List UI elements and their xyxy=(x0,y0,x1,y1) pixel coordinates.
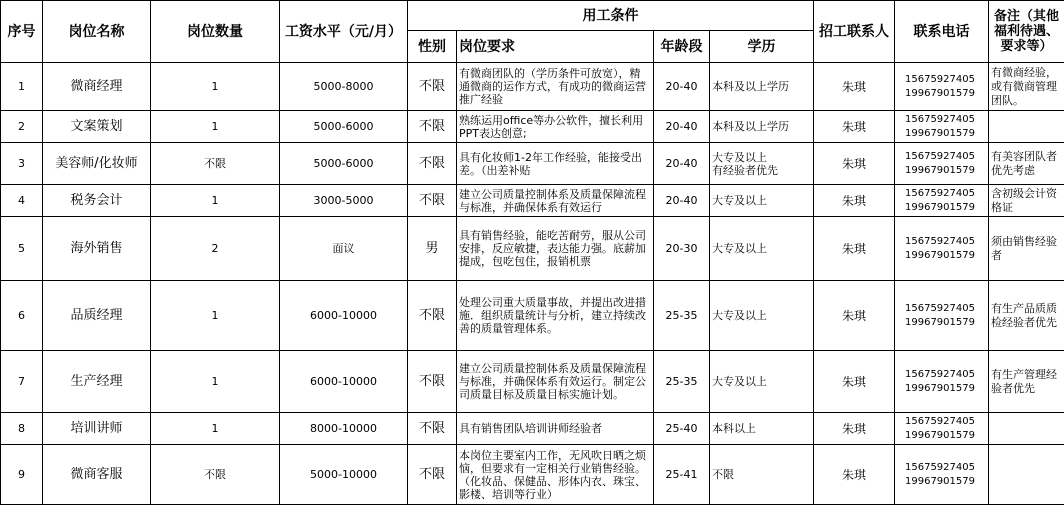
cell-phone xyxy=(895,111,989,143)
table-row xyxy=(1,445,1064,505)
cell-count: 不限 xyxy=(151,445,280,505)
cell-phone xyxy=(895,281,989,351)
cell-remarks xyxy=(989,445,1064,505)
cell-salary: 面议 xyxy=(280,217,408,281)
cell-requirements: 建立公司质量控制体系及质量保障流程与标准，并确保体系有效运行 xyxy=(457,185,654,217)
phone-secondary: 19967901579 xyxy=(905,249,975,261)
cell-count: 2 xyxy=(151,217,280,281)
phone-primary: 15675927405 xyxy=(905,415,975,427)
cell-gender: 男 xyxy=(408,217,457,281)
education-line: 不限 xyxy=(712,468,734,481)
cell-phone xyxy=(895,351,989,413)
table-row xyxy=(1,143,1064,185)
cell-position: 美容师/化妆师 xyxy=(43,143,151,185)
cell-requirements: 有微商团队的（学历条件可放宽），精通微商的运作方式，有成功的微商运营推广经验 xyxy=(457,63,654,111)
phone-primary: 15675927405 xyxy=(905,113,975,125)
education-line: 本科及以上学历 xyxy=(712,80,789,93)
cell-gender: 不限 xyxy=(408,413,457,445)
cell-requirements: 具有销售团队培训讲师经验者 xyxy=(457,413,654,445)
education-line: 有经验者优先 xyxy=(712,163,778,177)
header-conditions: 用工条件 xyxy=(408,1,814,31)
cell-salary: 8000-10000 xyxy=(280,413,408,445)
table-body xyxy=(1,63,1064,505)
cell-position: 海外销售 xyxy=(43,217,151,281)
header-phone: 联系电话 xyxy=(895,1,989,63)
phone-secondary: 19967901579 xyxy=(905,429,975,441)
cell-remarks: 有生产管理经验者优先 xyxy=(989,351,1064,413)
cell-education xyxy=(710,217,814,281)
cell-age: 25-41 xyxy=(654,445,710,505)
cell-seq: 2 xyxy=(1,111,43,143)
cell-position: 税务会计 xyxy=(43,185,151,217)
cell-count: 1 xyxy=(151,281,280,351)
cell-phone xyxy=(895,445,989,505)
cell-count: 不限 xyxy=(151,143,280,185)
cell-requirements: 熟练运用office等办公软件，擅长利用PPT表达创意; xyxy=(457,111,654,143)
cell-salary: 5000-10000 xyxy=(280,445,408,505)
cell-requirements: 具有销售经验，能吃苦耐劳，服从公司安排，反应敏捷，表达能力强。底薪加提成，包吃包住，报销机票 xyxy=(457,217,654,281)
cell-contact: 朱琪 xyxy=(814,351,895,413)
header-position: 岗位名称 xyxy=(43,1,151,63)
cell-remarks: 有微商经验，或有微商管理团队。 xyxy=(989,63,1064,111)
cell-remarks: 有美容团队者优先考虑 xyxy=(989,143,1064,185)
table-row xyxy=(1,351,1064,413)
cell-requirements: 建立公司质量控制体系及质量保障流程与标准，并确保体系有效运行。制定公司质量目标及质量目标实施计划。 xyxy=(457,351,654,413)
cell-age: 20-40 xyxy=(654,143,710,185)
cell-position: 微商客服 xyxy=(43,445,151,505)
cell-education xyxy=(710,185,814,217)
cell-education xyxy=(710,143,814,185)
phone-secondary: 19967901579 xyxy=(905,316,975,328)
cell-count: 1 xyxy=(151,185,280,217)
cell-education xyxy=(710,413,814,445)
cell-position: 文案策划 xyxy=(43,111,151,143)
phone-primary: 15675927405 xyxy=(905,73,975,85)
cell-gender: 不限 xyxy=(408,185,457,217)
cell-contact: 朱琪 xyxy=(814,63,895,111)
phone-primary: 15675927405 xyxy=(905,150,975,162)
cell-gender: 不限 xyxy=(408,63,457,111)
phone-secondary: 19967901579 xyxy=(905,475,975,487)
cell-age: 20-30 xyxy=(654,217,710,281)
cell-salary: 6000-10000 xyxy=(280,351,408,413)
cell-requirements: 具有化妆师1-2年工作经验，能接受出差。（出差补贴 xyxy=(457,143,654,185)
education-line: 大专及以上 xyxy=(712,194,767,207)
cell-age: 25-40 xyxy=(654,413,710,445)
table-row xyxy=(1,63,1064,111)
cell-position: 培训讲师 xyxy=(43,413,151,445)
education-line: 本科以上 xyxy=(712,422,756,435)
cell-age: 25-35 xyxy=(654,351,710,413)
cell-phone xyxy=(895,143,989,185)
cell-count: 1 xyxy=(151,111,280,143)
cell-age: 25-35 xyxy=(654,281,710,351)
cell-position: 品质经理 xyxy=(43,281,151,351)
header-gender: 性别 xyxy=(408,31,457,63)
cell-contact: 朱琪 xyxy=(814,143,895,185)
cell-position: 微商经理 xyxy=(43,63,151,111)
cell-age: 20-40 xyxy=(654,111,710,143)
table-row xyxy=(1,217,1064,281)
cell-salary: 3000-5000 xyxy=(280,185,408,217)
cell-gender: 不限 xyxy=(408,143,457,185)
cell-remarks xyxy=(989,413,1064,445)
table-row xyxy=(1,185,1064,217)
education-line: 大专及以上 xyxy=(712,242,767,255)
cell-phone xyxy=(895,413,989,445)
cell-remarks xyxy=(989,111,1064,143)
header-salary: 工资水平（元/月） xyxy=(280,1,408,63)
cell-gender: 不限 xyxy=(408,445,457,505)
cell-gender: 不限 xyxy=(408,111,457,143)
cell-seq: 6 xyxy=(1,281,43,351)
cell-remarks: 须由销售经验者 xyxy=(989,217,1064,281)
cell-contact: 朱琪 xyxy=(814,185,895,217)
cell-education xyxy=(710,445,814,505)
cell-age: 20-40 xyxy=(654,185,710,217)
cell-salary: 5000-6000 xyxy=(280,111,408,143)
table-row xyxy=(1,111,1064,143)
phone-primary: 15675927405 xyxy=(905,461,975,473)
education-line: 本科及以上学历 xyxy=(712,120,789,133)
header-education: 学历 xyxy=(710,31,814,63)
header-contact: 招工联系人 xyxy=(814,1,895,63)
cell-phone xyxy=(895,63,989,111)
table-row xyxy=(1,281,1064,351)
cell-remarks: 有生产品质质检经验者优先 xyxy=(989,281,1064,351)
cell-salary: 5000-8000 xyxy=(280,63,408,111)
cell-seq: 4 xyxy=(1,185,43,217)
table-row xyxy=(1,413,1064,445)
education-line: 大专及以上 xyxy=(712,150,767,164)
header-count: 岗位数量 xyxy=(151,1,280,63)
cell-phone xyxy=(895,185,989,217)
cell-seq: 8 xyxy=(1,413,43,445)
cell-salary: 6000-10000 xyxy=(280,281,408,351)
cell-position: 生产经理 xyxy=(43,351,151,413)
cell-remarks: 含初级会计资格证 xyxy=(989,185,1064,217)
cell-contact: 朱琪 xyxy=(814,217,895,281)
phone-secondary: 19967901579 xyxy=(905,382,975,394)
cell-seq: 3 xyxy=(1,143,43,185)
cell-requirements: 处理公司重大质量事故，并提出改进措施．组织质量统计与分析，建立持续改善的质量管理体系。 xyxy=(457,281,654,351)
cell-count: 1 xyxy=(151,351,280,413)
cell-gender: 不限 xyxy=(408,281,457,351)
cell-seq: 7 xyxy=(1,351,43,413)
phone-primary: 15675927405 xyxy=(905,302,975,314)
cell-contact: 朱琪 xyxy=(814,413,895,445)
cell-education xyxy=(710,281,814,351)
phone-primary: 15675927405 xyxy=(905,235,975,247)
phone-primary: 15675927405 xyxy=(905,187,975,199)
phone-primary: 15675927405 xyxy=(905,368,975,380)
cell-contact: 朱琪 xyxy=(814,111,895,143)
cell-education xyxy=(710,63,814,111)
cell-gender: 不限 xyxy=(408,351,457,413)
cell-phone xyxy=(895,217,989,281)
cell-education xyxy=(710,351,814,413)
education-line: 大专及以上 xyxy=(712,309,767,322)
phone-secondary: 19967901579 xyxy=(905,127,975,139)
header-age: 年龄段 xyxy=(654,31,710,63)
header-seq: 序号 xyxy=(1,1,43,63)
cell-count: 1 xyxy=(151,63,280,111)
cell-seq: 5 xyxy=(1,217,43,281)
cell-education xyxy=(710,111,814,143)
phone-secondary: 19967901579 xyxy=(905,87,975,99)
cell-count: 1 xyxy=(151,413,280,445)
education-line: 大专及以上 xyxy=(712,375,767,388)
cell-contact: 朱琪 xyxy=(814,281,895,351)
phone-secondary: 19967901579 xyxy=(905,164,975,176)
phone-secondary: 19967901579 xyxy=(905,201,975,213)
cell-requirements: 本岗位主要室内工作，无风吹日晒之烦恼，但要求有一定相关行业销售经验。（化妆品、保健品、形体内衣、珠宝、影楼、培训等行业） xyxy=(457,445,654,505)
cell-seq: 1 xyxy=(1,63,43,111)
cell-salary: 5000-6000 xyxy=(280,143,408,185)
header-requirements: 岗位要求 xyxy=(457,31,654,63)
cell-seq: 9 xyxy=(1,445,43,505)
cell-contact: 朱琪 xyxy=(814,445,895,505)
header-remarks: 备注（其他福利待遇、要求等） xyxy=(989,1,1064,63)
cell-age: 20-40 xyxy=(654,63,710,111)
